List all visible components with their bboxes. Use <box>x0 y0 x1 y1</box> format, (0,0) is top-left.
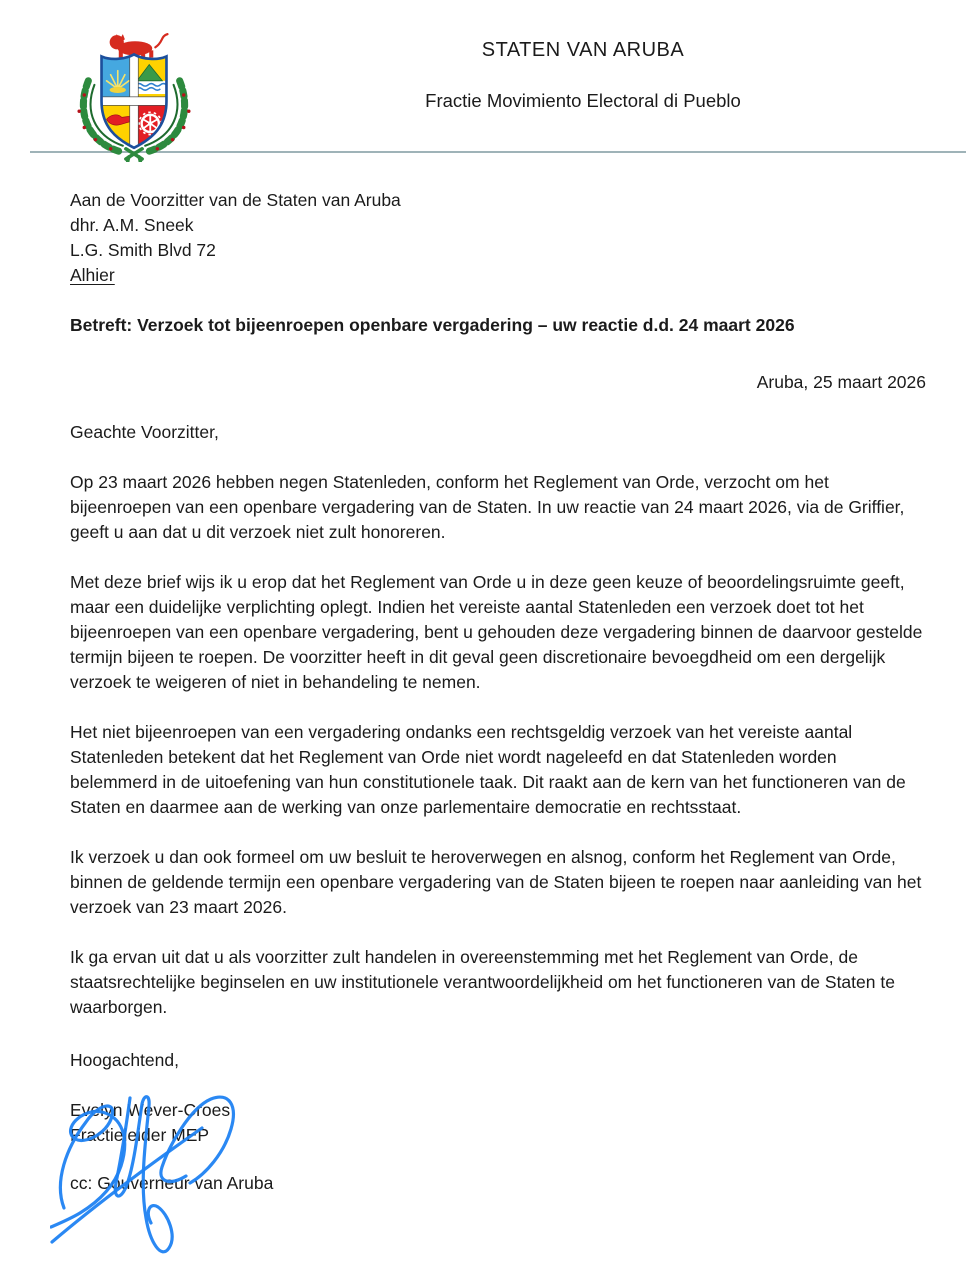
recipient-line: Aan de Voorzitter van de Staten van Aruba <box>70 190 401 210</box>
cc-line: cc: Gouverneur van Aruba <box>70 1173 274 1193</box>
letter-body <box>70 188 926 1196</box>
shield-icon <box>99 52 167 149</box>
signer-name: Evelyn Wever-Croes <box>70 1100 231 1120</box>
org-subtitle: Fractie Movimiento Electoral di Pueblo <box>425 90 741 111</box>
paragraph: Het niet bijeenroepen van een vergadering ondanks een rechtsgeldig verzoek van het vereiste aantal Statenleden betekent dat het Reglement van Orde niet wordt nageleefd en dat Statenleden worden belemmerd in de uitoefening van hun constitutionele taak. Dit raakt aan de kern van het functioneren van de Staten en daarmee aan de werking van onze parlementaire democratie en rechtsstaat. <box>70 722 906 817</box>
aruba-coat-of-arms-icon <box>68 26 200 162</box>
salutation: Geachte Voorzitter, <box>70 422 219 442</box>
paragraph: Ik ga ervan uit dat u als voorzitter zult handelen in overeenstemming met het Reglement van Orde, de staatsrechtelijke beginselen en uw institutionele verantwoordelijkheid om het functioneren van de Staten te waarborgen. <box>70 947 895 1017</box>
subject-line: Betreft: Verzoek tot bijeenroepen openbare vergadering – uw reactie d.d. 24 maart 2026 <box>70 315 795 335</box>
signer-role: Fractieleider MEP <box>70 1125 210 1145</box>
paragraph: Met deze brief wijs ik u erop dat het Reglement van Orde u in deze geen keuze of beoordelingsruimte geeft, maar een duidelijke verplichting oplegt. Indien het vereiste aantal Statenleden een verzoek doet tot het bijeenroepen van een openbare vergadering, bent u gehouden deze vergadering binnen de daarvoor gestelde termijn bijeen te roepen. De voorzitter heeft in dit geval geen discretionaire bevoegdheid om een dergelijk verzoek te weigeren of niet in behandeling te nemen. <box>70 572 923 692</box>
signer-block <box>70 1098 926 1148</box>
recipient-line: dhr. A.M. Sneek <box>70 215 194 235</box>
recipient-location: Alhier <box>70 265 115 285</box>
org-title: STATEN VAN ARUBA <box>481 39 685 61</box>
closing-phrase: Hoogachtend, <box>70 1050 179 1070</box>
recipient-line: L.G. Smith Blvd 72 <box>70 240 216 260</box>
paragraph: Ik verzoek u dan ook formeel om uw besluit te heroverwegen en alsnog, conform het Reglement van Orde, binnen de geldende termijn een openbare vergadering van de Staten bijeen te roepen naar aanleiding van het verzoek van 23 maart 2026. <box>70 847 922 917</box>
dateline: Aruba, 25 maart 2026 <box>756 372 926 392</box>
paragraph: Op 23 maart 2026 hebben negen Statenleden, conform het Reglement van Orde, verzocht om het bijeenroepen van een openbare vergadering van de Staten. In uw reactie van 24 maart 2026, via de Griffier, geeft u aan dat u dit verzoek niet zult honoreren. <box>70 472 905 542</box>
letterhead <box>200 38 966 113</box>
recipient-block <box>70 188 926 288</box>
lion-crest-icon <box>110 34 168 57</box>
